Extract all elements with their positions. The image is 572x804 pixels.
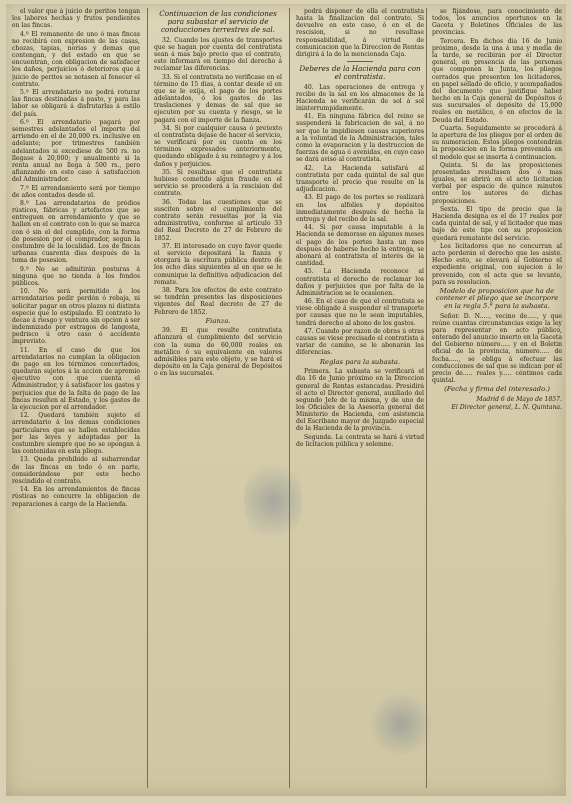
paragraph: 6.º El arrendatario pagará por semestres adelantados el importe del arriendo en el de 20,000 rs. inclusive en adelante; por trimestres también adelantados si excediese de 500 rs. no llegase á 20,000; y anualmente si la renta anual no llega á 500 rs., pero afianzando en este caso á satisfaccion del Administrador. — [12, 118, 140, 184]
newspaper-page — [6, 4, 566, 796]
paragraph: Primera. La subasta se verificará el dia 16 de Junio próximo en la Direccion general de Rentas estancadas. Presidirá el acto el Director general, auxiliado del segundo Jefe de la misma, y de uno de los Oficiales de la Asesoría general del Ministerio de Hacienda, con asistencia del Escribano mayor de Juzgado especial de la Hacienda de la provincia. — [296, 368, 424, 433]
paragraph: Cuarta. Seguidamente se procederá á la apertura de los pliegos por el orden de su numeracion. Estos pliegos contendrán la proposicion en la forma prevenida en el modelo que se inserta á continuacion. — [432, 124, 562, 161]
paragraph: 35. Si resultase que el contratista hubiese cometido algun fraude en el servicio se procederá á la rescision del contrato. — [154, 168, 282, 198]
paragraph: Señor. D. N....., vecino de....., y que reúne cuantas circunstancias exige la ley para representar en acto público, enterado del anuncio inserto en la Gaceta del Gobierno número..... y en el Boletin oficial de la provincia, número..... de fecha....., se obliga á efectuar las conducciones de sal que se indican por el precio de..... reales y..... céntimos cada quintal. — [432, 312, 562, 385]
column-4 — [432, 8, 562, 790]
paragraph: 33. Si el contratista no verificase en el término de 15 dias, á contar desde el en que se le exija, el pago de los portes adelantados, ó los gastos de las traslaciones y demas de sal que se ejecuten por su cuenta y riesgo, se le pagará con el importe de la fianza. — [154, 73, 282, 124]
section-caption: Modelo de proposicion que ha de contener el pliego que se incorpore en la regla 5.ª para la subasta. — [435, 286, 559, 311]
section-heading: Deberes de la Hacienda para con el contratista. — [299, 64, 421, 82]
date-line: Madrid 6 de Mayo de 1857. — [476, 395, 562, 403]
paragraph: 12. Quedará también sujeto el arrendatario á los demas condiciones particulares que se hallen establecidas por las leyes y adoptadas por la costumbre siempre que no se opongan á las contenidas en esta pliego. — [12, 412, 140, 456]
column-2 — [154, 8, 282, 790]
paragraph: 14. En los arrendamientos de fincas rústicas no concurre la obligacion de reparaciones á cargo de la Hacienda. — [12, 486, 140, 508]
column-3 — [296, 8, 424, 790]
paragraph: 38. Para los efectos de este contrato se tendrán presentes las disposiciones vigentes del Real decreto de 27 de Febrero de 1852. — [154, 287, 282, 316]
paragraph: 7.º El arrendamiento será por tiempo de años contados desde el. — [12, 184, 140, 199]
paragraph: 11. En el caso de que los arrendatarios no cumplan la obligacion de pago en los términos concertados, quedarán sujetos á la accion de apremio ejecutivo con que cuenta el Administrador, y á satisfacer los gastos y perjuicios que de la falta de pago de las fincas resulten al Estado, y los gastos de la ejecucion por el arrendador. — [12, 346, 140, 411]
section-caption: Reglas para la subasta. — [319, 357, 401, 366]
separator — [347, 61, 373, 62]
paragraph: 10. No será permitido á los arrendatarios pedir perdón ó rebaja, ni solicitar pagar en otros plazos ni distinta especie que lo estipulado. El contrato lo decae á riesgo y ventura sin opcion á ser indemnizado por estragos de langosta, pedrisco ú otro caso ó accidente imprevisto. — [12, 288, 140, 346]
section-heading: Continuacion de las condiciones para subastar el servicio de conducciones terrestres de sal. — [159, 9, 277, 35]
paragraph: Segunda. La contrata se hará á virtud de licitacion pública y solemne. — [296, 433, 424, 448]
paragraph: podrá disponer de ella el contratista hasta la finalizacion del contrato. Si devuelve en este caso, ó en el de rescision, si no resultase responsabilidad, á virtud de comunicacion que la Direccion de Rentas dirigirá á la de la mencionada Caja. — [296, 8, 424, 58]
paragraph: 13. Queda prohibido al subarrendar de las fincas en todo ó en parte, considerándose por este hecho rescindido el contrato. — [12, 456, 140, 485]
paragraph: 36. Todas las cuestiones que se susciten sobre el cumplimiento del contrato serán resueltas por la via administrativa, conforme al artículo 33 del Real Decreto de 27 de Febrero de 1852. — [154, 198, 282, 242]
paragraph: 9.º No se admitirán posturas á ninguna que no tienda á los fondos públicos. — [12, 265, 140, 287]
paragraph: Los licitadores que no concurran al acto perderán el derecho que les asiste. Hecho esto, se elevará al Gobierno el expediente original, con sujecion á lo prevenido, con el acta que se levante, para su resolucion. — [432, 242, 562, 286]
paragraph: 8.º Los arrendatarios de prédios rústicos, fábricas y artefactos que se entreguen en arrendamiento y que se hallen en el contrato con lo que se marca con ó sin el del cumplido, con la forma de posesion por el comprador, segun la costumbre de la localidad. Los de fincas urbanas cuarenta dias después de la toma de posesion. — [12, 200, 140, 265]
paragraph: Tercera. En dichos dia 16 de Junio próximo, desde la una á una y media de la tarde, se recibirán por el Director general, en presencia de las personas que componen la Junta, los pliegos cerrados que presenten los licitadores, en papel sellado de oficio, y acompañados del documento que justifique haber hecho en la Caja general de Depósitos ó sus sucursales el depósito de 15,000 reales en metálico, ó en efectos de la Deuda del Estado. — [432, 37, 562, 124]
paragraph: 40. Las operaciones de entrega y recibo de la sal en los almacenes de la Hacienda se verificarán de sol á sol ininterrumpidamente. — [296, 83, 424, 112]
paragraph: 45. La Hacienda reconoce al contratista el derecho de reclamar los daños y perjuicios que por falta de la Administracion se le ocasionen. — [296, 268, 424, 297]
column-divider — [289, 8, 290, 788]
paragraph: 42. La Hacienda satisfará al contratista por cada quintal de sal que transporte el precio que resulte en la adjudicacion. — [296, 164, 424, 194]
column-1 — [12, 8, 140, 790]
paragraph: 39. El que resulte contratista afianzará el cumplimiento del servicio con la suma de 60,000 reales en metálico ó su equivalente en valores admisibles para este objeto, y se hará el depósito en la Caja general de Depósitos o en las sucursales. — [154, 327, 282, 378]
paragraph: 43. El pago de los portes se realizará en los alfolíes y depósitos inmediatamente después de hecha la entrega y del recibo de la sal. — [296, 194, 424, 223]
paragraph: 37. El interesado en cuyo favor quede el servicio depositará la fianza y otorgará la escritura pública dentro de los ocho días siguientes al en que se le comunique la definitiva adjudicacion del remate. — [154, 242, 282, 286]
paragraph: 5.º El arrendatario no podrá roturar las fincas destinadas á pasto, y para las labor se obligará á disfrutarlas á estilo del país. — [12, 89, 140, 118]
paragraph: 34. Si por cualquier causa ó pretexto el contratista dejase de hacer el servicio, se verificará por su cuenta en los términos expresados anteriormente, quedando obligado á su reintegro y á los daños y perjuicios. — [154, 124, 282, 168]
signature: El Director general, L. N. Quintana. — [451, 404, 562, 412]
section-caption: Fianza. — [205, 316, 231, 325]
column-divider — [426, 8, 427, 788]
paragraph: Quinta. Si de las proposiciones presentadas resultasen dos ó mas iguales, se abrirá en el acto licitacion verbal por espacio de quince minutos entre los autores de dichas proposiciones. — [432, 161, 562, 205]
paragraph: 47. Cuando por razon de obras ú otras causas se viese precisado el contratista á variar de camino, se le abonarán las diferencias. — [296, 327, 424, 357]
paragraph: 46. En el caso de que el contratista se viese obligado á suspender el transporte por causas que no le sean imputables, tendrá derecho al abono de los gastos. — [296, 298, 424, 327]
paragraph: se fijándose, para conocimiento de todos, los anuncios oportunos en la Gaceta y Boletines Oficiales de las provincias. — [432, 8, 562, 37]
paragraph: el valor que á juicio de peritos tengan los labores hechas y frutos pendientes en las fincas. — [12, 8, 140, 30]
paragraph: 41. En ninguna fábrica del reino se suspenderá la fabricacion de sal, á no ser que lo impidiesen causas superiores a la voluntad de la Administracion, tales como la evaporacion y la destruccion de fuerzas de agua ó avenidas, en cuyo caso se dará aviso al contratista. — [296, 113, 424, 164]
column-divider — [147, 8, 148, 788]
signature-note: (Fecha y firma del interesado.) — [444, 385, 550, 394]
paragraph: 44. Si por causa imputable á la Hacienda se demorase en algunos meses el pago de los portes hasta un mes despues de haberse hecho la entrega, se abonará al contratista el interés de la cantidad. — [296, 224, 424, 267]
paragraph: 4.º El remanente de uno ó mas fincas no recibirá con expresion de las casas, chozas, tapias, norias y demas que contengan, y del estado en que se encuentran, con obligacion de satisfacer los daños, perjuicios ó deterioros que á juicio de peritos se notasen al fenecer el contrato. — [12, 30, 140, 88]
paragraph: 32. Cuando los ajustes de transportes que se hagan por cuenta del contratista sean á mas bajo precio que el contrato, este informará en tiempo del derecho á reclamar las diferencias. — [154, 36, 282, 73]
paragraph: Sexta. El tipo de precio que la Hacienda designa es el de 17 reales por cada quintal de sal, y el licitador que mas baje de este tipo con su proposicion quedará rematante del servicio. — [432, 205, 562, 242]
